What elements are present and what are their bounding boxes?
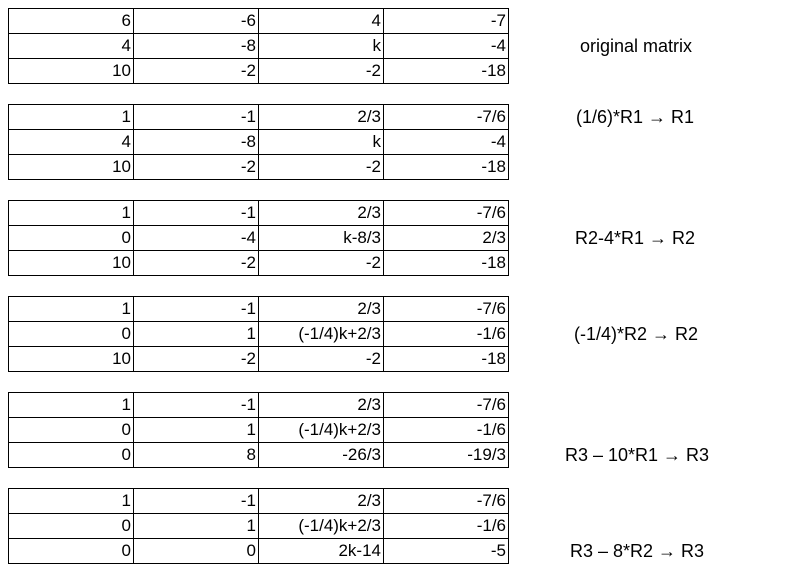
matrix-cell[interactable]: -1	[134, 297, 259, 322]
step-label-original: original matrix	[579, 36, 693, 56]
matrix-row	[9, 34, 509, 59]
matrix-cell[interactable]: 1	[134, 514, 259, 539]
matrix-cell[interactable]: 10	[9, 251, 134, 276]
matrix-row	[9, 322, 509, 347]
matrix-cell[interactable]: -7/6	[384, 489, 509, 514]
matrix-cell[interactable]: -2	[134, 347, 259, 372]
matrix-row	[9, 443, 509, 468]
matrix-cell[interactable]: 2k-14	[259, 539, 384, 564]
matrix-cell[interactable]: -26/3	[259, 443, 384, 468]
matrix-cell[interactable]: 2/3	[259, 297, 384, 322]
matrix-cell[interactable]: -7/6	[384, 201, 509, 226]
matrix-cell[interactable]: -2	[259, 347, 384, 372]
matrix-cell[interactable]: 4	[9, 34, 134, 59]
matrix-cell[interactable]: -8	[134, 34, 259, 59]
matrix-row	[9, 130, 509, 155]
matrix-cell[interactable]: 10	[9, 59, 134, 84]
matrix-cell[interactable]: -1	[134, 201, 259, 226]
matrix-row	[9, 226, 509, 251]
matrix-cell[interactable]: 2/3	[259, 105, 384, 130]
matrix-row	[9, 418, 509, 443]
matrix-step-4	[8, 392, 509, 468]
matrix-cell[interactable]: 1	[9, 201, 134, 226]
matrix-cell[interactable]: -1	[134, 489, 259, 514]
matrix-cell[interactable]: 2/3	[384, 226, 509, 251]
matrix-row	[9, 59, 509, 84]
matrix-cell[interactable]: 10	[9, 155, 134, 180]
matrix-cell[interactable]: 0	[9, 226, 134, 251]
matrix-cell[interactable]: -18	[384, 347, 509, 372]
matrix-cell[interactable]: k	[259, 34, 384, 59]
matrix-step-1	[8, 104, 509, 180]
matrix-cell[interactable]: -2	[259, 251, 384, 276]
matrix-step-5	[8, 488, 509, 564]
matrix-cell[interactable]: -1/6	[384, 514, 509, 539]
matrix-cell[interactable]: -1	[134, 393, 259, 418]
matrix-step-3	[8, 296, 509, 372]
matrix-cell[interactable]: -18	[384, 59, 509, 84]
matrix-row	[9, 489, 509, 514]
matrix-cell[interactable]: -5	[384, 539, 509, 564]
matrix-step-2	[8, 200, 509, 276]
matrix-cell[interactable]: -7/6	[384, 393, 509, 418]
matrix-row	[9, 514, 509, 539]
matrix-cell[interactable]: 2/3	[259, 393, 384, 418]
matrix-cell[interactable]: -8	[134, 130, 259, 155]
matrix-cell[interactable]: -19/3	[384, 443, 509, 468]
matrix-cell[interactable]: -4	[384, 34, 509, 59]
matrix-cell[interactable]: (-1/4)k+2/3	[259, 322, 384, 347]
step-label-3: (-1/4)*R2 → R2	[573, 324, 699, 344]
matrix-cell[interactable]: 4	[9, 130, 134, 155]
matrix-cell[interactable]: 0	[9, 322, 134, 347]
matrix-cell[interactable]: 1	[9, 393, 134, 418]
matrix-row	[9, 105, 509, 130]
matrix-row	[9, 251, 509, 276]
matrix-cell[interactable]: k-8/3	[259, 226, 384, 251]
matrix-cell[interactable]: -7	[384, 9, 509, 34]
matrix-cell[interactable]: -18	[384, 155, 509, 180]
matrix-cell[interactable]: -2	[259, 59, 384, 84]
matrix-cell[interactable]: -4	[134, 226, 259, 251]
matrix-row	[9, 393, 509, 418]
matrix-row	[9, 9, 509, 34]
matrix-cell[interactable]: -7/6	[384, 105, 509, 130]
matrix-cell[interactable]: -1	[134, 105, 259, 130]
matrix-cell[interactable]: -2	[134, 59, 259, 84]
matrix-cell[interactable]: -2	[134, 155, 259, 180]
matrix-cell[interactable]: 0	[9, 443, 134, 468]
matrix-cell[interactable]: -2	[134, 251, 259, 276]
matrix-cell[interactable]: 6	[9, 9, 134, 34]
matrix-cell[interactable]: 1	[134, 322, 259, 347]
matrix-cell[interactable]: 2/3	[259, 489, 384, 514]
matrix-cell[interactable]: 8	[134, 443, 259, 468]
matrix-row	[9, 155, 509, 180]
matrix-row	[9, 297, 509, 322]
matrix-cell[interactable]: 1	[9, 105, 134, 130]
matrix-cell[interactable]: 1	[9, 489, 134, 514]
matrix-row	[9, 539, 509, 564]
matrix-cell[interactable]: -7/6	[384, 297, 509, 322]
matrix-cell[interactable]: -18	[384, 251, 509, 276]
matrix-step-original	[8, 8, 509, 84]
matrix-cell[interactable]: 0	[9, 514, 134, 539]
matrix-cell[interactable]: (-1/4)k+2/3	[259, 514, 384, 539]
matrix-cell[interactable]: 0	[9, 539, 134, 564]
matrix-cell[interactable]: k	[259, 130, 384, 155]
step-label-4: R3 – 10*R1 → R3	[564, 445, 710, 465]
matrix-cell[interactable]: -1/6	[384, 418, 509, 443]
matrix-cell[interactable]: 0	[9, 418, 134, 443]
step-label-2: R2-4*R1 → R2	[574, 228, 696, 248]
step-label-5: R3 – 8*R2 → R3	[569, 541, 705, 561]
matrix-cell[interactable]: (-1/4)k+2/3	[259, 418, 384, 443]
matrix-cell[interactable]: 4	[259, 9, 384, 34]
matrix-cell[interactable]: 2/3	[259, 201, 384, 226]
step-label-1: (1/6)*R1 → R1	[575, 107, 695, 127]
matrix-cell[interactable]: 1	[134, 418, 259, 443]
matrix-cell[interactable]: -4	[384, 130, 509, 155]
matrix-cell[interactable]: 0	[134, 539, 259, 564]
matrix-cell[interactable]: -1/6	[384, 322, 509, 347]
matrix-row	[9, 201, 509, 226]
matrix-cell[interactable]: 1	[9, 297, 134, 322]
matrix-cell[interactable]: -2	[259, 155, 384, 180]
matrix-row	[9, 347, 509, 372]
matrix-cell[interactable]: 10	[9, 347, 134, 372]
matrix-cell[interactable]: -6	[134, 9, 259, 34]
